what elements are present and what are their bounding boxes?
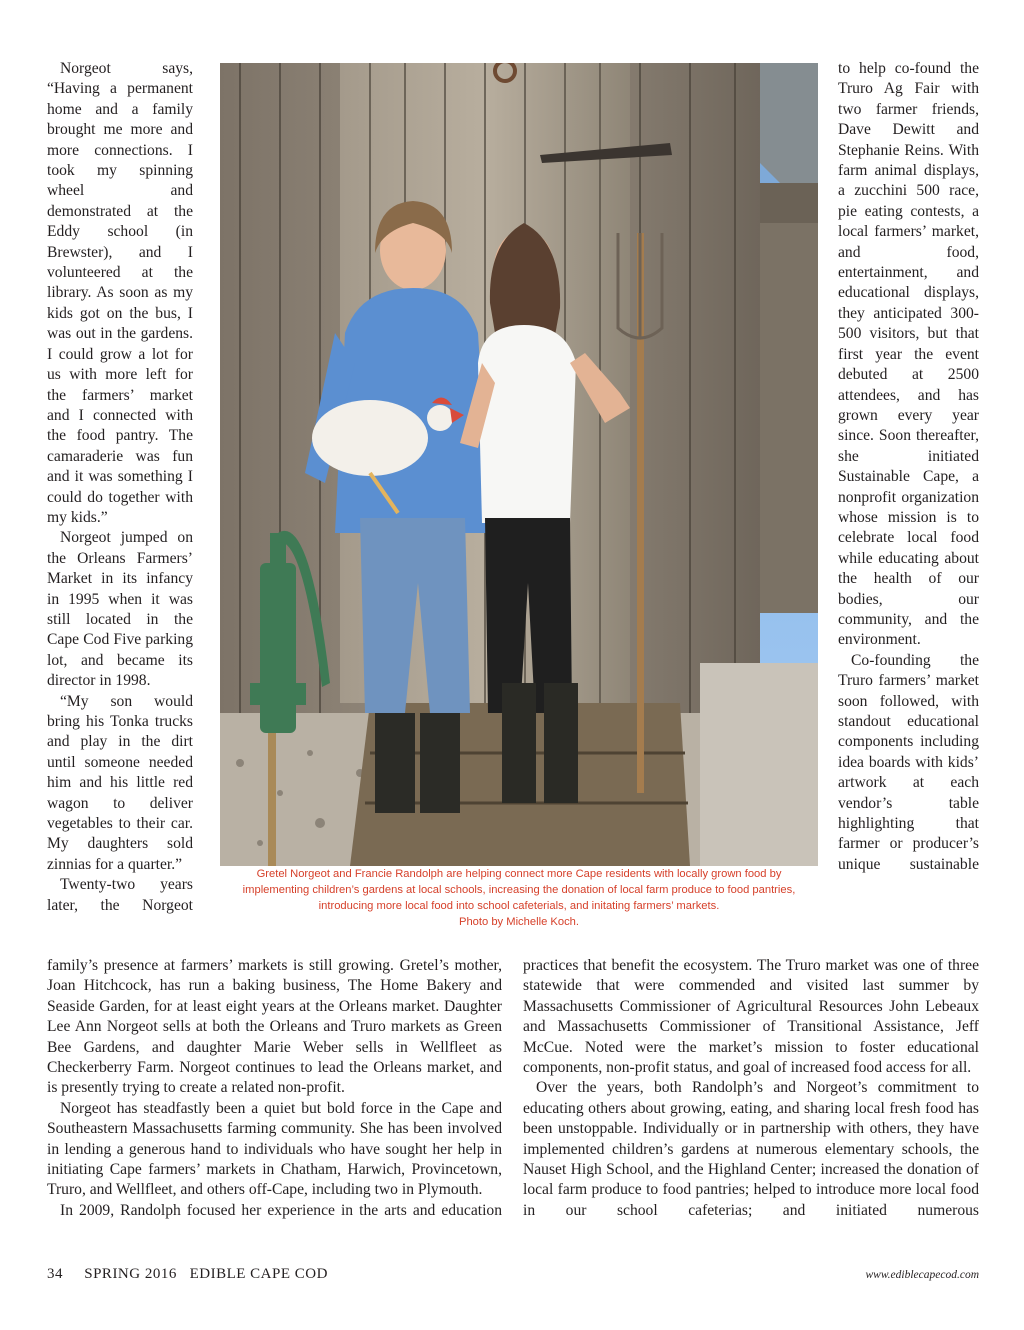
magazine-name: EDIBLE CAPE COD [189,1266,328,1282]
paragraph: Twenty-two years later, the Norgeot [47,876,193,914]
photo-caption [220,866,818,930]
page-number: 34 [47,1266,63,1282]
page-footer [47,1266,328,1283]
paragraph: to help co-found the Truro Ag Fair with two farmer friends, Dave Dewitt and Stephanie Reins. With farm animal displays, a zucchini 500 race, pie eating contests, a local farmers’ market, and food, entertainment, and educational displays, they anticipated 300-500 visitors, but that first year the event debuted at 2500 attendees, and has grown every year since. Soon thereafter, she initiated Sustainable Cape, a nonprofit organization whose mission is to celebrate local food while educating about the health of our bodies, our community, and the environment. [838,60,979,649]
paragraph: “My son would bring his Tonka trucks and play in the dirt until someone needed him and his little red wagon to deliver vegetables to their car. My daughters sold zinnias for a quarter.” [47,692,193,873]
photo-norgeot-randolph [220,63,818,866]
website-link[interactable]: www.ediblecapecod.com [865,1269,979,1281]
caption-line: introducing more local food into school cafeterials, and initating farmers’ markets. [318,900,720,912]
paragraph: Norgeot says, “Having a permanent home and a family brought me more and more connections. I took my spinning wheel and demonstrated at the Eddy school (in Brewster), and I volunteered at the library. As soon as my kids got on the bus, I was out in the gardens. I could grow a lot for us with more left for the farmers’ market and I connected with the food pantry. The camaraderie was fun and it was something I could do together with my kids.” [47,60,193,526]
paragraph: In 2009, Randolph focused her experience in the arts and education [60,1201,502,1219]
paragraph: Over the years, both Randolph’s and Norgeot’s commitment to educating others about growing, eating, and sharing local fresh food has been unstoppable. Individually or in partnership with others, they have implemented children’s gardens at numerous elementary schools, the Nauset High School, and the Highland Center; increased the donation of local farm produce to food pantries; helped to introduce more local food in our school cafeterias; and initiated numerous [523,1079,979,1219]
left-column [47,59,193,916]
photo-credit: Photo by Michelle Koch. [458,916,580,928]
bottom-left-column [47,956,502,1221]
right-column [838,59,979,875]
paragraph: Norgeot has steadfastly been a quiet but bold force in the Cape and Southeastern Massachusetts farming community. She has been involved in lending a generous hand to individuals who have sought her help in initiating Cape farmers’ markets in Chatham, Harwich, Provincetown, Truro, and Wellfleet, and others off-Cape, including two in Plymouth. [47,1099,502,1199]
bottom-right-column [523,956,979,1221]
paragraph: family’s presence at farmers’ markets is still growing. Gretel’s mother, Joan Hitchcock, has run a baking business, The Home Bakery and Seaside Garden, for at least eight years at the Orleans market. Daughter Lee Ann Norgeot sells at both the Orleans and Truro markets as Green Bee Gardens, and daughter Marie Weber sells in Wellfleet as Checkerberry Farm. Norgeot continues to lead the Orleans market, and is presently trying to create a related non-profit. [47,957,502,1097]
paragraph: Co-founding the Truro farmers’ market soon followed, with standout educational components including idea boards with kids’ artwork at each vendor’s table highlighting that farmer or producer’s unique sustainable [838,651,979,873]
paragraph: practices that benefit the ecosystem. The Truro market was one of three statewide that were commended and visited last summer by Massachusetts Commissioner of Agricultural Resources John Lebeaux and Massachusetts Commissioner of Transitional Assistance, Jeff McCue. Noted were the market’s mission to foster educational components, non-profit status, and goal of increased food access for all. [523,957,979,1077]
paragraph: Norgeot jumped on the Orleans Farmers’ Market in its infancy in 1995 when it was still located in the Cape Cod Five parking lot, and became its director in 1998. [47,529,193,690]
caption-line: Gretel Norgeot and Francie Randolph are helping connect more Cape residents with locally grown food by [256,868,782,880]
caption-line: implementing children’s gardens at local schools, increasing the donation of local farm produce to food pantries, [242,884,796,896]
issue-label: SPRING 2016 [84,1266,177,1282]
